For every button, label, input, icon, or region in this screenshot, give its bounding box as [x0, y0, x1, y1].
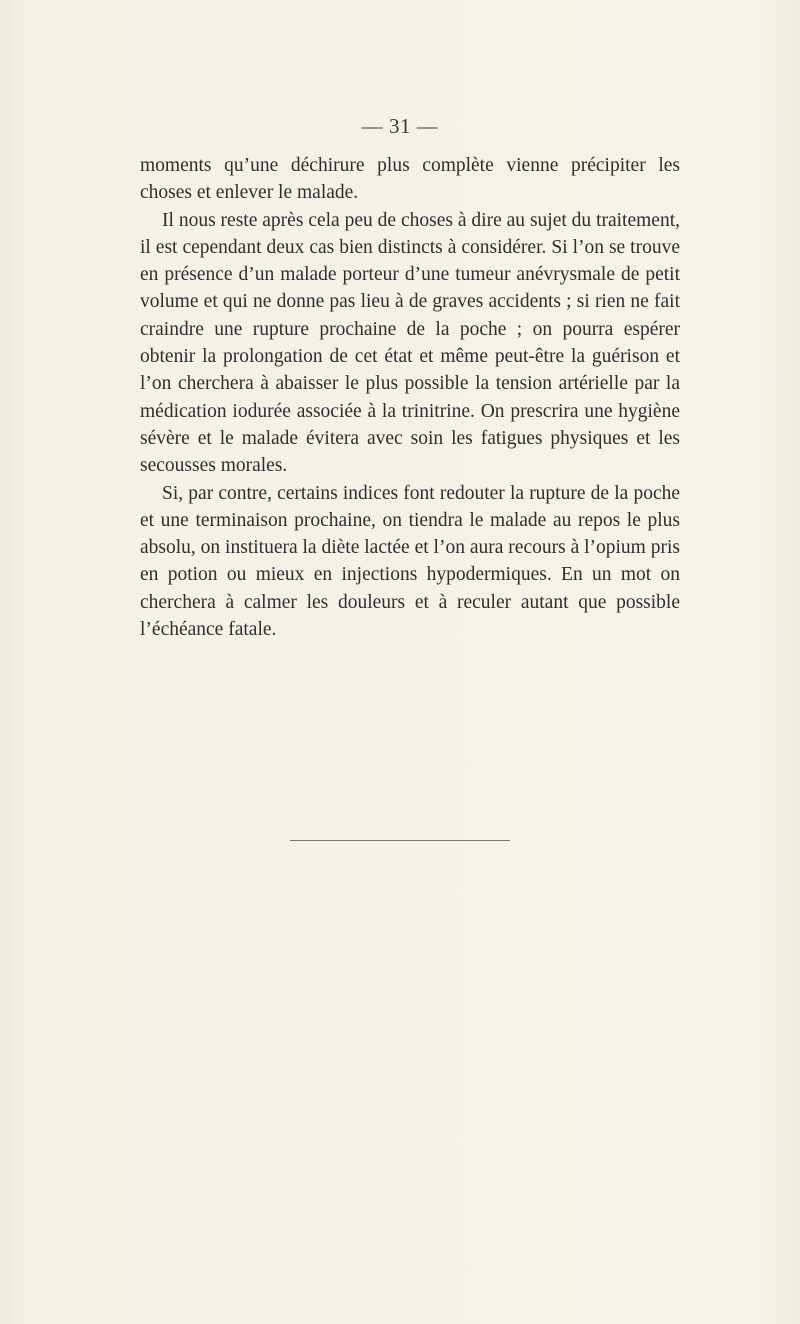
body-text [140, 152, 680, 643]
paragraph-2: Il nous reste après cela peu de choses à dire au sujet du traitement, il est cependant deux cas bien distincts à considérer. Si l’on se trouve en présence d’un malade porteur d’une tumeur anévrysmale de petit volume et qui ne donne pas lieu à de graves accidents ; si rien ne fait craindre une rupture prochaine de la poche ; on pourra espérer obtenir la prolongation de cet état et même peut-être la guérison et l’on cherchera à abaisser le plus possible la tension artérielle par la médication iodurée associée à la trinitrine. On prescrira une hygiène sévère et le malade évitera avec soin les fatigues physiques et les secousses morales. [140, 209, 680, 477]
end-rule [290, 840, 510, 841]
paragraph-1: moments qu’une déchirure plus complète vienne précipiter les choses et enlever le malade. [140, 155, 680, 204]
paragraph-3: Si, par contre, certains indices font redouter la rupture de la poche et une terminaison prochaine, on tiendra le malade au repos le plus absolu, on instituera la diète lactée et l’on aura recours à l’opium pris en potion ou mieux en injections hypodermiques. En un mot on cherchera à calmer les douleurs et à reculer autant que possible l’échéance fatale. [140, 482, 680, 641]
page-number: — 31 — [361, 114, 439, 138]
